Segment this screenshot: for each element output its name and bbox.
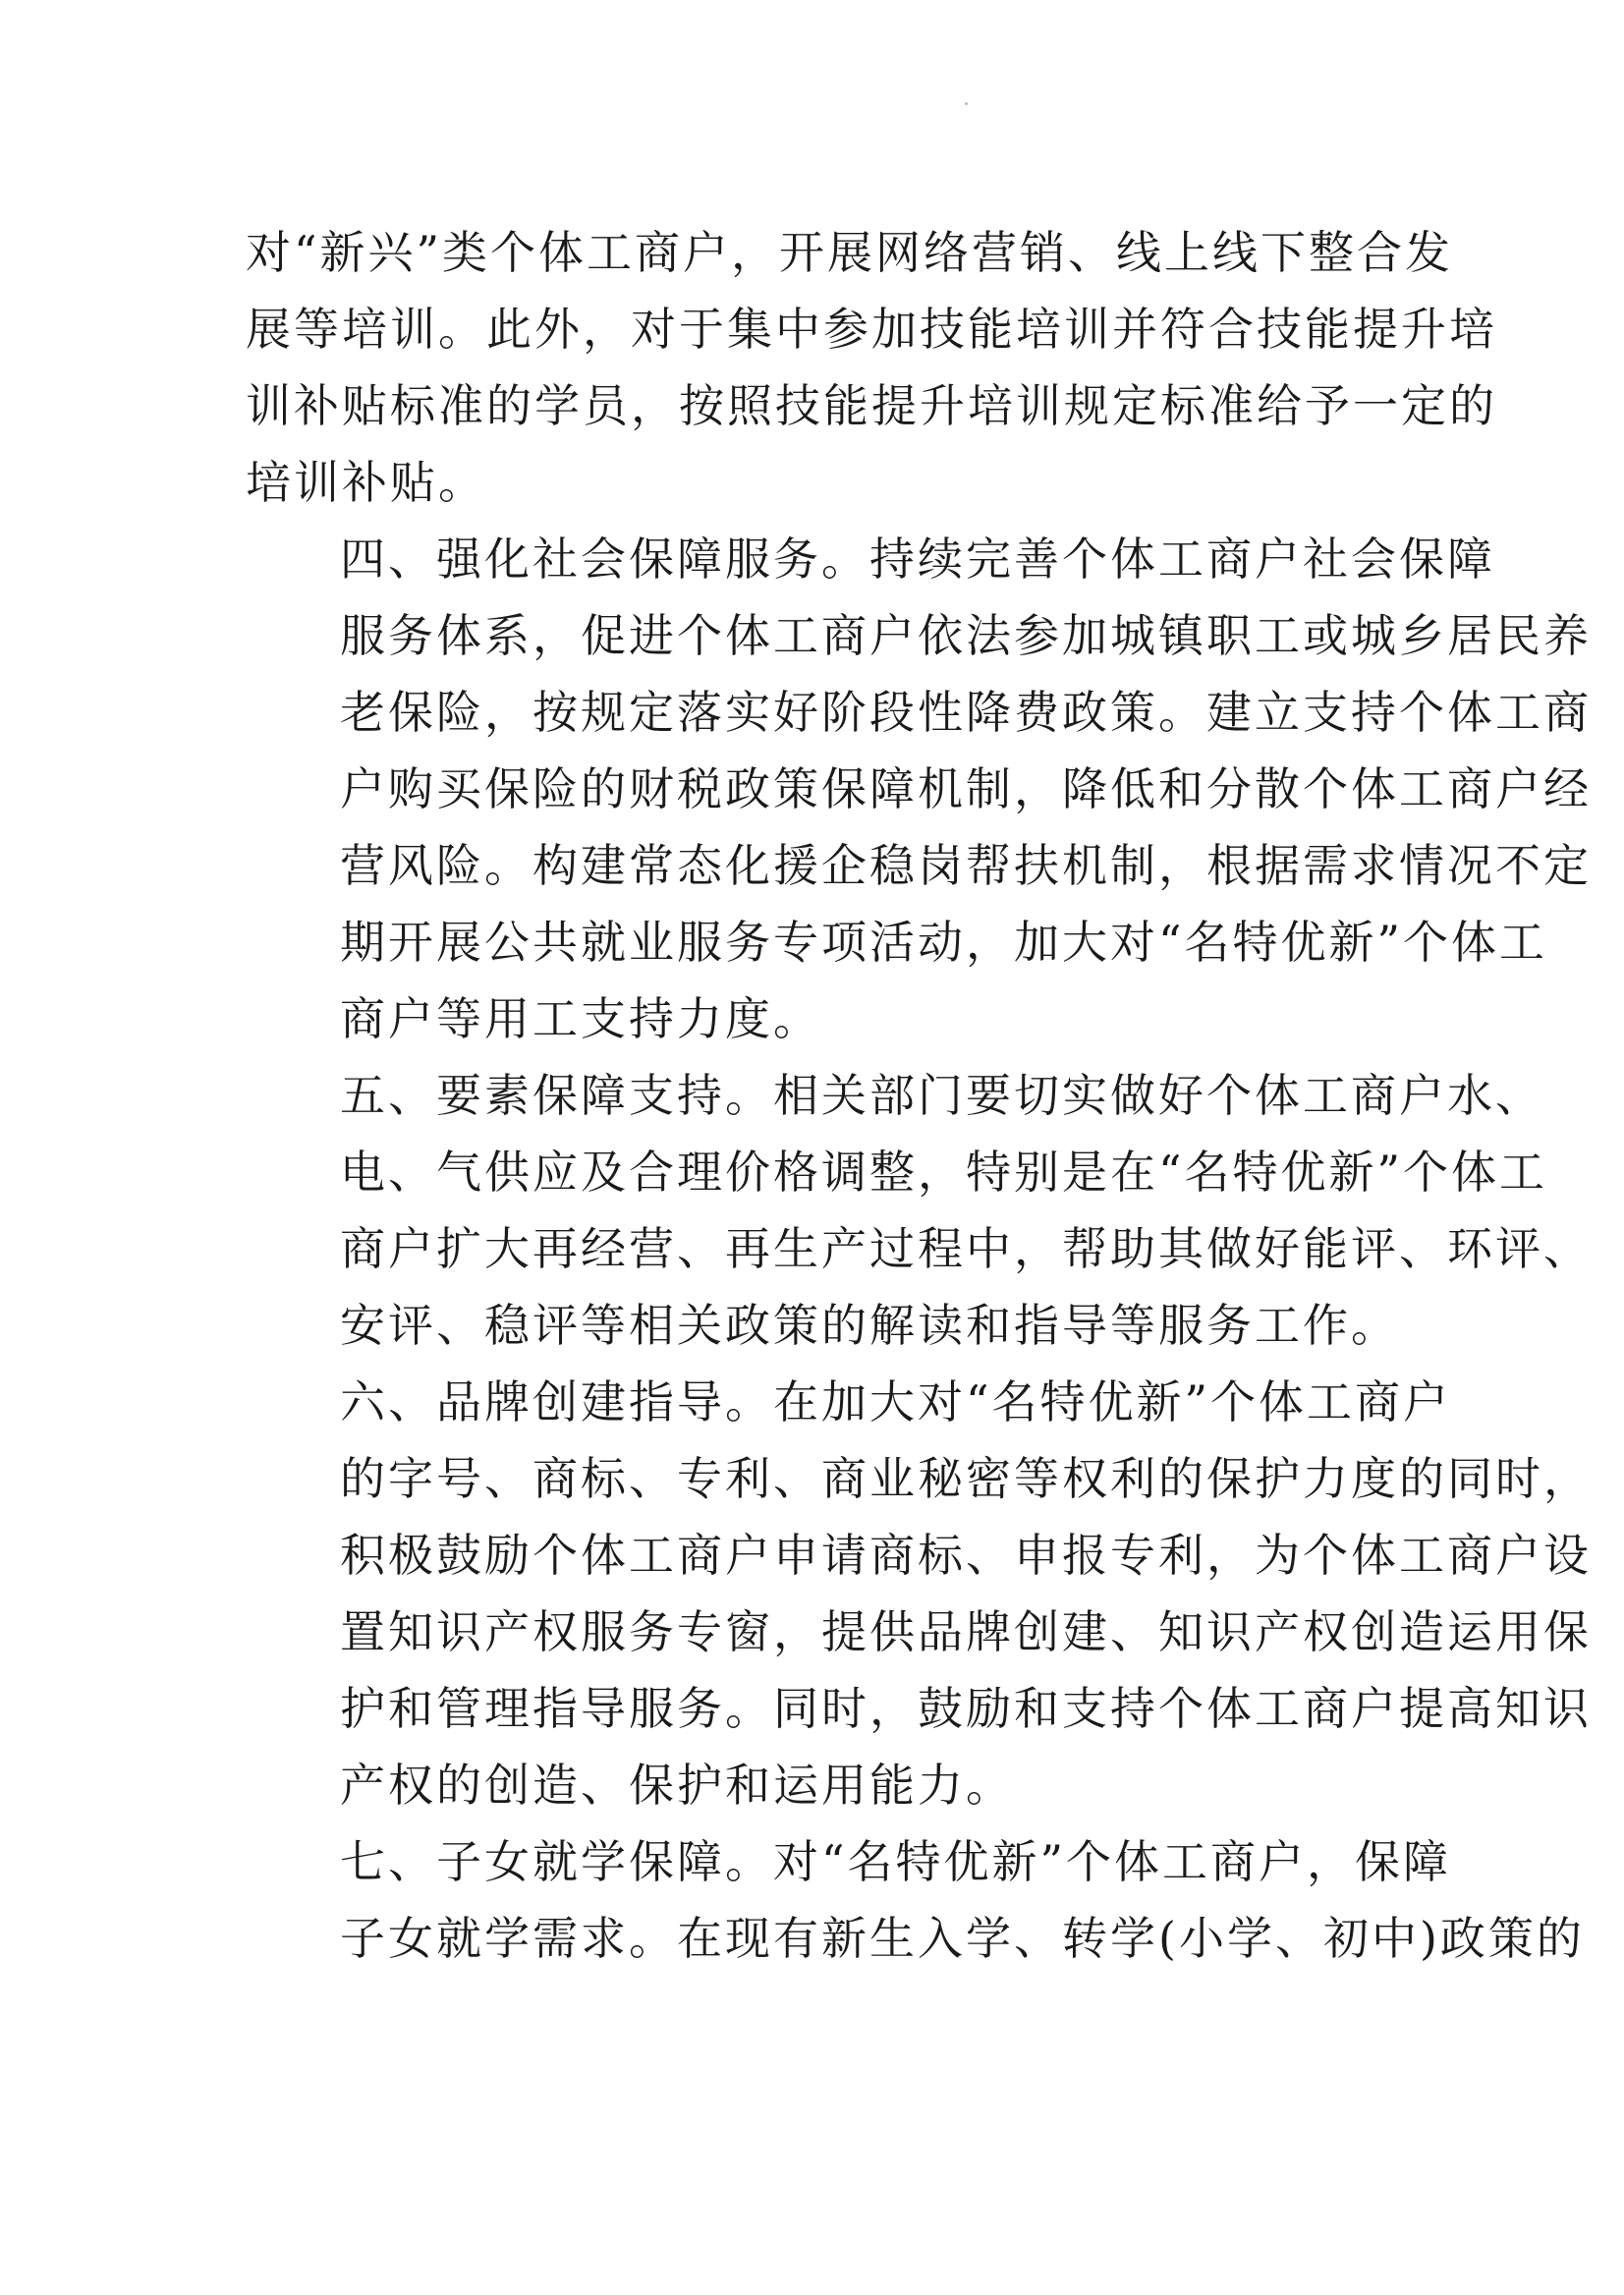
- text-line: 期开展公共就业服务专项活动，加大对“名特优新”个体工: [340, 916, 1548, 969]
- text-line: 对“新兴”类个体工商户，开展网络营销、线上线下整合发: [246, 226, 1454, 279]
- text-line: 户购买保险的财税政策保障机制，降低和分散个体工商户经: [340, 762, 1592, 815]
- text-line: 五、要素保障支持。相关部门要切实做好个体工商户水、: [340, 1069, 1543, 1122]
- text-line: 六、品牌创建指导。在加大对“名特优新”个体工商户: [340, 1375, 1452, 1428]
- text-line: 展等培训。此外，对于集中参加技能培训并符合技能提升培: [246, 303, 1497, 356]
- paragraph-social-security: [246, 521, 1592, 1057]
- text-line: 七、子女就学保障。对“名特优新”个体工商户，保障: [340, 1835, 1452, 1888]
- text-line: 护和管理指导服务。同时，鼓励和支持个体工商户提高知识: [340, 1682, 1592, 1735]
- paragraph-training: [246, 214, 1497, 521]
- text-line: 商户等用工支持力度。: [340, 992, 821, 1045]
- scan-speck: [965, 102, 968, 105]
- paragraph-brand-guidance: [246, 1364, 1592, 1823]
- text-line: 营风险。构建常态化援企稳岗帮扶机制，根据需求情况不定: [340, 839, 1592, 892]
- text-line: 子女就学需求。在现有新生入学、转学(小学、初中)政策的: [340, 1912, 1585, 1965]
- document-body: [246, 214, 1592, 1977]
- text-line: 服务体系，促进个体工商户依法参加城镇职工或城乡居民养: [340, 609, 1592, 662]
- paragraph-schooling: [246, 1823, 1585, 1977]
- text-line: 积极鼓励个体工商户申请商标、申报专利，为个体工商户设: [340, 1529, 1592, 1582]
- text-line: 培训补贴。: [246, 456, 486, 509]
- text-line: 训补贴标准的学员，按照技能提升培训规定标准给予一定的: [246, 379, 1497, 432]
- text-line: 老保险，按规定落实好阶段性降费政策。建立支持个体工商: [340, 686, 1592, 739]
- paragraph-factor-support: [246, 1057, 1592, 1364]
- text-line: 商户扩大再经营、再生产过程中，帮助其做好能评、环评、: [340, 1222, 1592, 1275]
- text-line: 四、强化社会保障服务。持续完善个体工商户社会保障: [340, 532, 1495, 586]
- text-line: 置知识产权服务专窗，提供品牌创建、知识产权创造运用保: [340, 1605, 1592, 1658]
- text-line: 产权的创造、保护和运用能力。: [340, 1759, 1014, 1812]
- text-line: 电、气供应及合理价格调整，特别是在“名特优新”个体工: [340, 1146, 1548, 1199]
- text-line: 的字号、商标、专利、商业秘密等权利的保护力度的同时，: [340, 1452, 1592, 1505]
- text-line: 安评、稳评等相关政策的解读和指导等服务工作。: [340, 1299, 1399, 1352]
